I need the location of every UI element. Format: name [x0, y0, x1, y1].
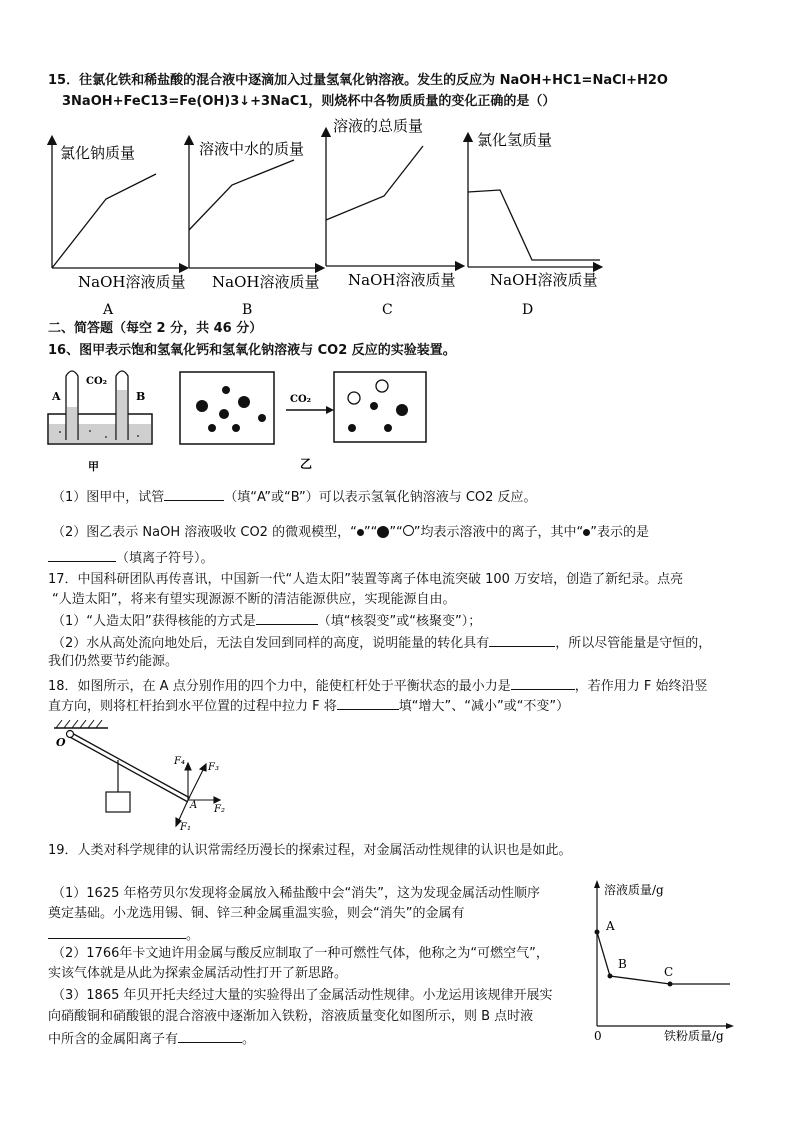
graph-c — [326, 117, 460, 318]
q18-blank-1[interactable] — [511, 676, 575, 690]
graph-d — [468, 131, 600, 318]
q16-blank-1[interactable] — [164, 487, 224, 501]
graph-b-xlabel: NaOH溶液质量 — [212, 273, 320, 291]
yi-caption: 乙 — [300, 457, 313, 471]
graph-a-xlabel: NaOH溶液质量 — [78, 273, 186, 291]
q16-part2 — [52, 524, 649, 542]
q17-part1-text-b: （填“核裂变”或“核聚变”）； — [317, 614, 482, 629]
graph-a-ylabel: 氯化钠质量 — [60, 144, 136, 162]
option-c: C — [382, 302, 393, 318]
q18-line2 — [48, 696, 569, 716]
q19-point-a: A — [606, 919, 615, 933]
q19-p1-line1: （1）1625 年格劳贝尔发现将金属放入稀盐酸中会“消失”，这为发现金属活动性顺序 — [52, 886, 540, 901]
small-ion-icon — [357, 529, 364, 536]
q17-line1: 17．中国科研团队再传喜讯，中国新一代“人造太阳”装置等离子体电流突破 100 万安培，创造了新纪录。点亮 — [48, 572, 684, 587]
q16-part2-sep-1: ”“ — [363, 525, 378, 540]
graph-c-xlabel: NaOH溶液质量 — [348, 271, 456, 289]
q18-text-c: 直方向，则将杠杆抬到水平位置的过程中拉力 F 将 — [48, 699, 337, 714]
q19-point-c: C — [664, 965, 674, 979]
q19-p3-text-a: 中所含的金属阳离子有 — [48, 1032, 179, 1047]
option-a: A — [103, 302, 114, 318]
section-title: 二、简答题（每空 2 分，共 46 分） — [48, 321, 263, 336]
q17-part2-text-a: （2）水从高处流向地处后，无法自发回到同样的高度，说明能量的转化具有 — [52, 636, 490, 651]
q19-p2-line1: （2）1766年卡文迪许用金属与酸反应制取了一种可燃性气体，他称之为“可燃空气”， — [52, 946, 549, 961]
q17-part1 — [52, 611, 481, 631]
force-f1: F₁ — [180, 822, 191, 833]
q16-part2-sep-2: ”“ — [389, 525, 403, 540]
q16-part1-text-b: （填“A”或“B”）可以表示氢氧化钠溶液与 CO2 反应。 — [224, 490, 537, 505]
q19-graph-xlabel: 铁粉质量/g — [664, 1029, 724, 1043]
jia-caption: 甲 — [88, 460, 99, 473]
q16-fig-jia — [40, 362, 160, 474]
q15-line2: 3NaOH+FeC13=Fe(OH)3↓+3NaC1，则烧杯中各物质质量的变化正确的是（） — [62, 94, 556, 109]
q18-text-d: 填“增大”、“减小”或“不变”） — [398, 699, 570, 714]
q15-graphs — [0, 110, 794, 320]
q16-part1 — [52, 487, 537, 507]
q19-p2-line2: 实该气体就是从此为探索金属活动性打开了新思路。 — [48, 966, 348, 981]
q17-blank-1[interactable] — [256, 611, 318, 625]
q16-part2-text-c: ”表示的是 — [590, 525, 650, 540]
q17-blank-2[interactable] — [489, 633, 555, 647]
graph-d-xlabel: NaOH溶液质量 — [490, 271, 598, 289]
q19-p3-line1: （3）1865 年贝开托夫经过大量的实验得出了金属活动性规律。小龙运用该规律开展实 — [52, 988, 553, 1003]
q19-p1-end: 。 — [186, 928, 200, 943]
q17-part2 — [52, 633, 711, 653]
q19-blank-2[interactable] — [178, 1029, 242, 1043]
q19-p1-line2: 奠定基础。小龙选用锡、铜、锌三种金属重温实验，则会“消失”的金属有 — [48, 906, 465, 921]
q19-blank-1[interactable] — [48, 925, 186, 939]
lever-point-a: A — [190, 800, 198, 811]
graph-a — [52, 140, 185, 318]
q18-text-a: 18．如图所示，在 A 点分别作用的四个力中，能使杠杆处于平衡状态的最小力是 — [48, 679, 511, 694]
q17-line2: “人造太阳”，将来有望实现源源不断的清洁能源供应，实现能源自由。 — [52, 592, 456, 607]
hollow-ion-icon — [403, 525, 414, 536]
q19-p3-text-b: 。 — [242, 1032, 256, 1047]
q16-part2-text-b: ”均表示溶液中的离子，其中“ — [413, 525, 584, 540]
q16-intro: 16、图甲表示饱和氢氧化钙和氢氧化钠溶液与 CO2 反应的实验装置。 — [48, 343, 456, 358]
q17-part1-text-a: （1）“人造太阳”获得核能的方式是 — [52, 614, 256, 629]
q19-graph-ylabel: 溶液质量/g — [604, 883, 664, 897]
q16-part2-text-a: （2）图乙表示 NaOH 溶液吸收 CO2 的微观模型，“ — [52, 525, 357, 540]
q17-part2-text-b: ，所以尽管能量是守恒的， — [555, 636, 712, 651]
jia-label-a: A — [52, 390, 61, 403]
q16-part2-cont — [48, 548, 214, 568]
option-b: B — [242, 302, 253, 318]
q16-part2-text-d: （填离子符号）。 — [116, 551, 214, 566]
graph-b-ylabel: 溶液中水的质量 — [199, 140, 305, 158]
q19-p3-line2: 向硝酸铜和硝酸银的混合溶液中逐渐加入铁粉，溶液质量变化如图所示，则 B 点时液 — [48, 1009, 534, 1024]
force-f2: F₂ — [214, 804, 225, 815]
q16-blank-2[interactable] — [48, 548, 116, 562]
q19-intro: 19．人类对科学规律的认识常需经历漫长的探索过程，对金属活动性规律的认识也是如此。 — [48, 843, 572, 858]
q19-point-b: B — [618, 957, 627, 971]
option-d: D — [522, 302, 534, 318]
force-f4: F₄ — [174, 756, 185, 767]
q19-p3-line3 — [48, 1029, 255, 1049]
q18-lever-figure — [48, 718, 248, 836]
q17-part2-cont: 我们仍然要节约能源。 — [48, 654, 179, 669]
graph-d-ylabel: 氯化氢质量 — [477, 131, 553, 149]
graph-b — [189, 140, 320, 318]
jia-label-b: B — [136, 390, 146, 403]
lever-point-o: O — [56, 736, 66, 749]
q19-graph — [588, 878, 738, 1043]
large-ion-icon — [377, 526, 389, 538]
q18-blank-2[interactable] — [337, 696, 399, 710]
graph-c-ylabel: 溶液的总质量 — [333, 117, 424, 135]
q19-p1-line3 — [48, 925, 199, 945]
q19-graph-origin: 0 — [594, 1029, 602, 1043]
q15-line1: 15．往氯化铁和稀盐酸的混合液中逐滴加入过量氢氧化钠溶液。发生的反应为 NaOH+HC1=NaCl+H2O — [48, 73, 668, 88]
q16-part1-text-a: （1）图甲中，试管 — [52, 490, 165, 505]
q18-text-b: ，若作用力 F 始终沿竖 — [574, 679, 708, 694]
jia-gas: CO₂ — [86, 376, 108, 387]
force-f3: F₃ — [208, 762, 219, 773]
q18-line1 — [48, 676, 707, 696]
yi-arrow-label: CO₂ — [290, 394, 312, 405]
